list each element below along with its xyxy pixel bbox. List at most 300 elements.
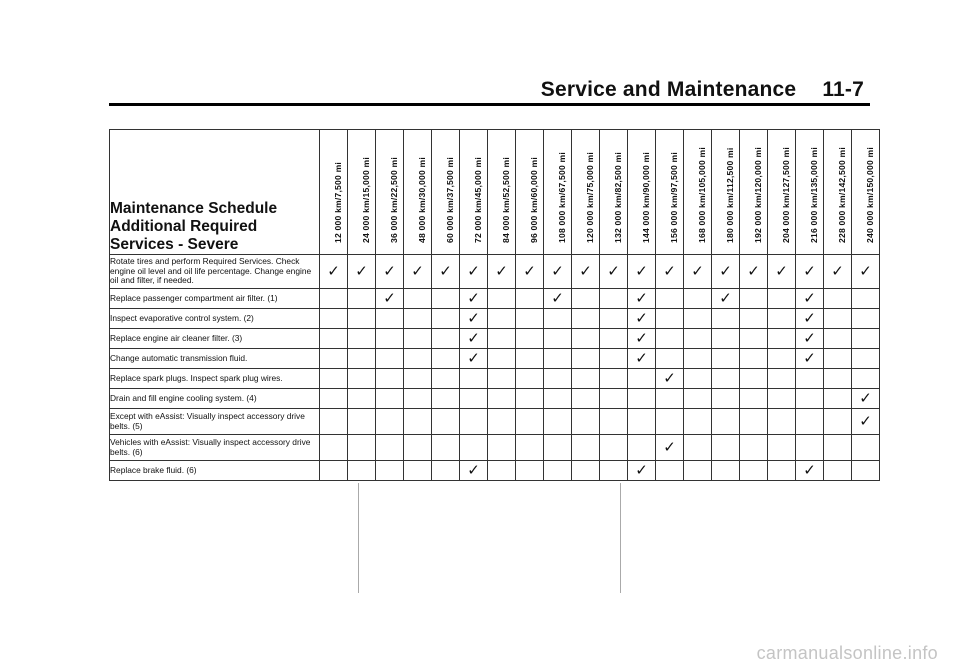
interval-cell	[628, 435, 656, 461]
interval-cell	[572, 409, 600, 435]
interval-cell	[768, 409, 796, 435]
interval-cell	[796, 369, 824, 389]
interval-label: 144 000 km/90,000 mi	[640, 152, 651, 243]
interval-header	[684, 130, 712, 255]
page-guide-line	[620, 483, 621, 593]
interval-cell	[572, 309, 600, 329]
interval-cell	[432, 435, 460, 461]
interval-label: 96 000 km/60,000 mi	[528, 157, 539, 243]
interval-cell	[460, 461, 488, 481]
interval-cell	[712, 389, 740, 409]
checkmark-icon: ✓	[663, 262, 676, 280]
interval-cell	[516, 389, 544, 409]
interval-cell	[320, 255, 348, 289]
interval-cell	[600, 369, 628, 389]
interval-cell	[684, 349, 712, 369]
interval-label: 84 000 km/52,500 mi	[500, 157, 511, 243]
interval-header	[404, 130, 432, 255]
checkmark-icon: ✓	[859, 412, 872, 430]
section-title: Service and Maintenance	[540, 78, 797, 101]
interval-cell	[824, 255, 852, 289]
interval-cell	[376, 369, 404, 389]
interval-cell	[852, 349, 880, 369]
interval-cell	[740, 389, 768, 409]
interval-cell	[684, 409, 712, 435]
interval-label: 36 000 km/22,500 mi	[388, 157, 399, 243]
interval-cell	[796, 255, 824, 289]
checkmark-icon: ✓	[719, 262, 732, 280]
table-row	[110, 289, 880, 309]
schedule-rows	[110, 255, 880, 481]
interval-header	[768, 130, 796, 255]
interval-cell	[432, 349, 460, 369]
interval-cell	[600, 435, 628, 461]
interval-cell	[684, 461, 712, 481]
interval-cell	[404, 349, 432, 369]
interval-cell	[824, 409, 852, 435]
interval-cell	[768, 389, 796, 409]
interval-cell	[712, 461, 740, 481]
interval-cell	[376, 389, 404, 409]
checkmark-icon: ✓	[383, 262, 396, 280]
checkmark-icon: ✓	[803, 461, 816, 479]
interval-cell	[824, 309, 852, 329]
interval-label: 24 000 km/15,000 mi	[360, 157, 371, 243]
interval-cell	[432, 329, 460, 349]
interval-cell	[460, 289, 488, 309]
interval-cell	[740, 289, 768, 309]
interval-label: 108 000 km/67,500 mi	[556, 152, 567, 243]
interval-cell	[824, 289, 852, 309]
interval-cell	[656, 329, 684, 349]
interval-cell	[516, 369, 544, 389]
checkmark-icon: ✓	[439, 262, 452, 280]
interval-cell	[404, 435, 432, 461]
interval-label: 156 000 km/97,500 mi	[668, 152, 679, 243]
interval-cell	[600, 289, 628, 309]
checkmark-icon: ✓	[663, 438, 676, 456]
interval-cell	[320, 409, 348, 435]
interval-cell	[320, 289, 348, 309]
table-row	[110, 349, 880, 369]
interval-cell	[544, 409, 572, 435]
interval-header	[824, 130, 852, 255]
interval-cell	[628, 369, 656, 389]
interval-cell	[852, 389, 880, 409]
checkmark-icon: ✓	[635, 349, 648, 367]
interval-cell	[376, 409, 404, 435]
interval-label: 216 000 km/135,000 mi	[808, 147, 819, 243]
interval-cell	[432, 255, 460, 289]
interval-header	[544, 130, 572, 255]
interval-label: 180 000 km/112,500 mi	[724, 147, 735, 243]
page-guide-line	[358, 483, 359, 593]
page-number: 11-7	[822, 78, 864, 101]
interval-cell	[544, 329, 572, 349]
interval-cell	[656, 389, 684, 409]
checkmark-icon: ✓	[803, 262, 816, 280]
interval-cell	[404, 289, 432, 309]
interval-cell	[320, 309, 348, 329]
interval-cell	[404, 369, 432, 389]
interval-cell	[740, 435, 768, 461]
interval-cell	[628, 255, 656, 289]
interval-cell	[628, 329, 656, 349]
interval-label: 60 000 km/37,500 mi	[444, 157, 455, 243]
interval-label: 228 000 km/142,500 mi	[836, 147, 847, 243]
interval-cell	[768, 289, 796, 309]
interval-header	[572, 130, 600, 255]
interval-cell	[348, 435, 376, 461]
interval-cell	[656, 409, 684, 435]
checkmark-icon: ✓	[523, 262, 536, 280]
checkmark-icon: ✓	[467, 461, 480, 479]
interval-cell	[824, 329, 852, 349]
interval-header	[796, 130, 824, 255]
interval-cell	[712, 329, 740, 349]
interval-cell	[320, 389, 348, 409]
interval-cell	[768, 349, 796, 369]
interval-cell	[852, 329, 880, 349]
interval-cell	[516, 255, 544, 289]
interval-cell	[796, 409, 824, 435]
interval-cell	[376, 329, 404, 349]
interval-cell	[768, 435, 796, 461]
interval-cell	[712, 369, 740, 389]
interval-cell	[460, 409, 488, 435]
interval-cell	[740, 255, 768, 289]
interval-cell	[460, 435, 488, 461]
header-rule	[109, 103, 870, 106]
interval-cell	[600, 461, 628, 481]
table-row	[110, 329, 880, 349]
table-row	[110, 409, 880, 435]
interval-cell	[656, 461, 684, 481]
interval-cell	[684, 289, 712, 309]
interval-label: 132 000 km/82,500 mi	[612, 152, 623, 243]
interval-cell	[712, 409, 740, 435]
interval-cell	[376, 309, 404, 329]
service-task: Except with eAssist: Visually inspect accessory drive belts. (5)	[110, 409, 320, 435]
interval-header	[600, 130, 628, 255]
interval-cell	[404, 389, 432, 409]
interval-header	[740, 130, 768, 255]
checkmark-icon: ✓	[635, 262, 648, 280]
interval-cell	[404, 461, 432, 481]
interval-cell	[600, 409, 628, 435]
watermark-text: carmanualsonline.info	[756, 643, 938, 663]
interval-cell	[488, 349, 516, 369]
interval-cell	[460, 329, 488, 349]
interval-cell	[544, 289, 572, 309]
interval-cell	[628, 409, 656, 435]
interval-cell	[488, 409, 516, 435]
interval-cell	[656, 435, 684, 461]
checkmark-icon: ✓	[467, 309, 480, 327]
interval-cell	[600, 349, 628, 369]
checkmark-icon: ✓	[467, 329, 480, 347]
interval-cell	[684, 389, 712, 409]
interval-cell	[684, 369, 712, 389]
table-row	[110, 389, 880, 409]
interval-cell	[740, 409, 768, 435]
interval-cell	[768, 461, 796, 481]
table-row	[110, 369, 880, 389]
interval-cell	[460, 369, 488, 389]
checkmark-icon: ✓	[635, 461, 648, 479]
interval-cell	[852, 369, 880, 389]
interval-cell	[796, 349, 824, 369]
interval-cell	[488, 389, 516, 409]
interval-cell	[796, 329, 824, 349]
interval-header	[376, 130, 404, 255]
interval-cell	[404, 409, 432, 435]
interval-cell	[600, 329, 628, 349]
interval-cell	[740, 369, 768, 389]
service-task: Replace spark plugs. Inspect spark plug wires.	[110, 369, 320, 389]
interval-cell	[432, 289, 460, 309]
interval-cell	[656, 289, 684, 309]
maintenance-schedule-table	[109, 129, 880, 481]
interval-cell	[824, 389, 852, 409]
interval-cell	[432, 309, 460, 329]
interval-cell	[544, 369, 572, 389]
interval-cell	[544, 255, 572, 289]
interval-cell	[432, 461, 460, 481]
checkmark-icon: ✓	[551, 289, 564, 307]
table-row	[110, 435, 880, 461]
interval-cell	[824, 369, 852, 389]
interval-cell	[684, 435, 712, 461]
checkmark-icon: ✓	[691, 262, 704, 280]
interval-cell	[320, 369, 348, 389]
checkmark-icon: ✓	[859, 389, 872, 407]
interval-header	[516, 130, 544, 255]
interval-cell	[320, 435, 348, 461]
interval-cell	[516, 461, 544, 481]
service-task: Replace brake fluid. (6)	[110, 461, 320, 481]
table-row	[110, 461, 880, 481]
table-title: Maintenance Schedule Additional Required Services - Severe	[110, 130, 320, 255]
interval-cell	[572, 461, 600, 481]
interval-cell	[768, 309, 796, 329]
interval-cell	[432, 409, 460, 435]
interval-cell	[796, 289, 824, 309]
interval-label: 192 000 km/120,000 mi	[752, 147, 763, 243]
interval-cell	[656, 369, 684, 389]
interval-cell	[740, 309, 768, 329]
interval-cell	[852, 255, 880, 289]
interval-header	[320, 130, 348, 255]
interval-cell	[656, 309, 684, 329]
interval-cell	[432, 389, 460, 409]
interval-cell	[460, 255, 488, 289]
checkmark-icon: ✓	[803, 349, 816, 367]
interval-cell	[320, 461, 348, 481]
interval-cell	[320, 329, 348, 349]
checkmark-icon: ✓	[747, 262, 760, 280]
interval-cell	[348, 255, 376, 289]
interval-cell	[376, 289, 404, 309]
checkmark-icon: ✓	[383, 289, 396, 307]
interval-cell	[824, 349, 852, 369]
service-task: Inspect evaporative control system. (2)	[110, 309, 320, 329]
interval-cell	[628, 389, 656, 409]
interval-cell	[516, 289, 544, 309]
interval-cell	[376, 349, 404, 369]
interval-cell	[796, 435, 824, 461]
checkmark-icon: ✓	[579, 262, 592, 280]
interval-cell	[376, 435, 404, 461]
service-task: Rotate tires and perform Required Services. Check engine oil level and oil life percentage. Change engine oil and filter, if needed.	[110, 255, 320, 289]
interval-cell	[572, 349, 600, 369]
checkmark-icon: ✓	[719, 289, 732, 307]
interval-cell	[544, 389, 572, 409]
interval-cell	[684, 329, 712, 349]
interval-cell	[740, 461, 768, 481]
interval-cell	[684, 255, 712, 289]
checkmark-icon: ✓	[411, 262, 424, 280]
service-task: Change automatic transmission fluid.	[110, 349, 320, 369]
interval-header	[628, 130, 656, 255]
interval-cell	[600, 255, 628, 289]
interval-cell	[460, 349, 488, 369]
checkmark-icon: ✓	[775, 262, 788, 280]
checkmark-icon: ✓	[327, 262, 340, 280]
interval-cell	[320, 349, 348, 369]
interval-cell	[852, 289, 880, 309]
interval-label: 48 000 km/30,000 mi	[416, 157, 427, 243]
interval-label: 240 000 km/150,000 mi	[864, 147, 875, 243]
interval-cell	[572, 289, 600, 309]
interval-cell	[544, 435, 572, 461]
interval-cell	[852, 309, 880, 329]
interval-cell	[516, 309, 544, 329]
interval-cell	[516, 409, 544, 435]
interval-cell	[544, 461, 572, 481]
interval-header-row	[110, 130, 880, 255]
checkmark-icon: ✓	[635, 309, 648, 327]
interval-label: 72 000 km/45,000 mi	[472, 157, 483, 243]
interval-cell	[488, 329, 516, 349]
interval-label: 168 000 km/105,000 mi	[696, 147, 707, 243]
checkmark-icon: ✓	[859, 262, 872, 280]
interval-header	[488, 130, 516, 255]
interval-cell	[488, 461, 516, 481]
checkmark-icon: ✓	[803, 309, 816, 327]
interval-label: 12 000 km/7,500 mi	[332, 161, 343, 243]
interval-cell	[656, 349, 684, 369]
interval-cell	[348, 309, 376, 329]
interval-cell	[628, 309, 656, 329]
checkmark-icon: ✓	[467, 289, 480, 307]
table-row	[110, 255, 880, 289]
interval-cell	[572, 329, 600, 349]
interval-cell	[460, 389, 488, 409]
interval-label: 120 000 km/75,000 mi	[584, 152, 595, 243]
checkmark-icon: ✓	[803, 329, 816, 347]
interval-cell	[516, 435, 544, 461]
interval-cell	[712, 255, 740, 289]
service-task: Replace engine air cleaner filter. (3)	[110, 329, 320, 349]
checkmark-icon: ✓	[663, 369, 676, 387]
checkmark-icon: ✓	[635, 329, 648, 347]
interval-cell	[684, 309, 712, 329]
interval-cell	[712, 349, 740, 369]
interval-cell	[852, 435, 880, 461]
interval-cell	[544, 349, 572, 369]
interval-label: 204 000 km/127,500 mi	[780, 147, 791, 243]
interval-cell	[404, 255, 432, 289]
interval-cell	[796, 309, 824, 329]
service-task: Vehicles with eAssist: Visually inspect accessory drive belts. (6)	[110, 435, 320, 461]
checkmark-icon: ✓	[355, 262, 368, 280]
interval-cell	[628, 289, 656, 309]
interval-cell	[768, 329, 796, 349]
interval-header	[656, 130, 684, 255]
interval-cell	[768, 369, 796, 389]
interval-cell	[488, 369, 516, 389]
interval-cell	[572, 389, 600, 409]
checkmark-icon: ✓	[495, 262, 508, 280]
interval-cell	[376, 255, 404, 289]
service-task: Drain and fill engine cooling system. (4)	[110, 389, 320, 409]
interval-cell	[740, 349, 768, 369]
interval-header	[712, 130, 740, 255]
checkmark-icon: ✓	[467, 262, 480, 280]
interval-cell	[488, 309, 516, 329]
interval-cell	[600, 389, 628, 409]
interval-cell	[348, 349, 376, 369]
interval-cell	[796, 389, 824, 409]
interval-cell	[796, 461, 824, 481]
interval-cell	[824, 435, 852, 461]
interval-cell	[376, 461, 404, 481]
interval-header	[852, 130, 880, 255]
interval-cell	[544, 309, 572, 329]
interval-cell	[516, 349, 544, 369]
interval-cell	[600, 309, 628, 329]
interval-cell	[516, 329, 544, 349]
interval-cell	[628, 461, 656, 481]
interval-cell	[852, 409, 880, 435]
table-row	[110, 309, 880, 329]
interval-cell	[488, 435, 516, 461]
interval-cell	[488, 255, 516, 289]
checkmark-icon: ✓	[635, 289, 648, 307]
interval-cell	[348, 461, 376, 481]
interval-cell	[348, 329, 376, 349]
checkmark-icon: ✓	[803, 289, 816, 307]
interval-cell	[628, 349, 656, 369]
interval-cell	[460, 309, 488, 329]
interval-cell	[740, 329, 768, 349]
checkmark-icon: ✓	[831, 262, 844, 280]
interval-header	[432, 130, 460, 255]
interval-cell	[348, 389, 376, 409]
checkmark-icon: ✓	[551, 262, 564, 280]
interval-cell	[852, 461, 880, 481]
interval-cell	[572, 435, 600, 461]
interval-cell	[656, 255, 684, 289]
interval-cell	[348, 409, 376, 435]
interval-cell	[404, 329, 432, 349]
interval-cell	[712, 435, 740, 461]
interval-cell	[404, 309, 432, 329]
interval-cell	[572, 255, 600, 289]
checkmark-icon: ✓	[607, 262, 620, 280]
service-task: Replace passenger compartment air filter. (1)	[110, 289, 320, 309]
